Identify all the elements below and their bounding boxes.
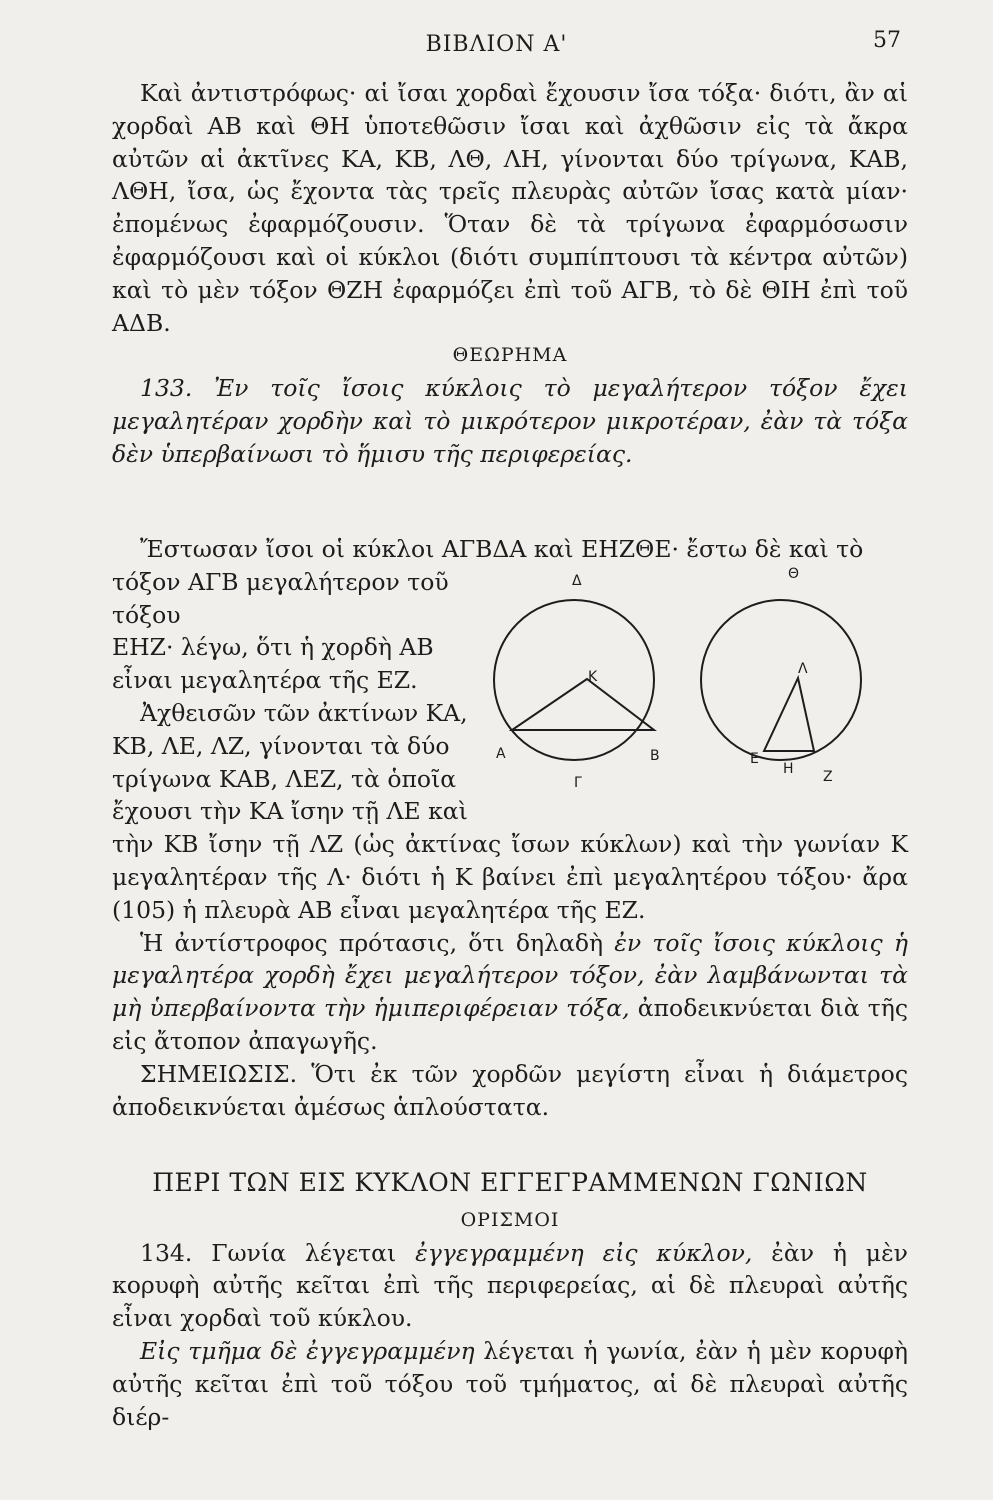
proof-line-5: ΚΒ, ΛΕ, ΛΖ, γίνονται τὰ δύο [112,731,450,760]
label-z: Ζ [823,769,833,785]
section-title: ΠΕΡΙ ΤΩΝ ΕΙΣ ΚΥΚΛΟΝ ΕΓΓΕΓΡΑΜΜΕΝΩΝ ΓΩΝΙΩΝ [152,1168,868,1197]
def134-rest: ἐὰν ἡ μὲν κορυφὴ αὐτῆς κεῖται ἐπὶ τῆς περιφερείας, αἱ δὲ πλευραὶ αὐτῆς εἶναι χορδαὶ τοῦ κύκλου. [112,1238,908,1333]
label-lambda: Λ [798,661,808,677]
label-gamma: Γ [574,775,582,791]
theorem-133: 133. Ἐν τοῖς ἴσοις κύκλοις τὸ μεγαλήτερον τόξον ἔχει μεγαλητέραν χορδὴν καὶ τὸ μικρότερον μικροτέραν, ἐὰν τὰ τόξα δὲν ὑπερβαίνωσι τὸ ἥμισυ τῆς περιφερείας. [112,374,908,468]
label-theta: Θ [788,566,800,582]
triangle-kab [512,679,654,730]
proof-line-1: τόξον ΑΓΒ μεγαλήτερον τοῦ τόξου [112,567,449,629]
def2-term: Εἰς τμῆμα δὲ ἐγγεγραμμένη [140,1336,475,1365]
text-block-section [112,1167,908,1433]
converse-end: ἀποδεικνύεται διὰ τῆς εἰς ἄτοπον ἀπαγωγῆς. [112,994,908,1055]
def134-term: ἐγγεγραμμένη εἰς κύκλον, [415,1238,753,1267]
running-title: ΒΙΒΛΙΟΝ Α' [425,32,568,57]
converse-intro: Ἡ ἀντίστροφος πρότασις, ὅτι δηλαδὴ [140,928,604,957]
running-header [0,26,993,66]
label-e: Ε [750,751,759,767]
def134-lead: 134. Γωνία λέγεται [140,1238,397,1267]
circle-right [701,600,861,760]
proof-line-3: εἶναι μεγαλητέρα τῆς ΕΖ. [112,666,418,695]
label-k: Κ [588,669,598,685]
proof-line-2: ΕΗΖ· λέγω, ὅτι ἡ χορδὴ ΑΒ [112,633,434,662]
definition-134 [112,1237,908,1335]
definition-segment [112,1335,908,1433]
proof-line-4: Ἀχθεισῶν τῶν ἀκτίνων ΚΑ, [140,698,468,727]
converse-statement [112,927,908,1058]
theorem-heading: ΘΕΩΡΗΜΑ [452,344,568,367]
paragraph-converse-chords: Καὶ ἀντιστρόφως· αἱ ἴσαι χορδαὶ ἔχουσιν ἴσα τόξα· διότι, ἂν αἱ χορδαὶ ΑΒ καὶ ΘΗ ὑποτεθῶσιν ἴσαι καὶ ἀχθῶσιν εἰς τὰ ἄκρα αὐτῶν αἱ ἀκτῖνες ΚΑ, ΚΒ, ΛΘ, ΛΗ, γίνονται δύο τρίγωνα, ΚΑΒ, ΛΘΗ, ἴσα, ὡς ἔχοντα τὰς τρεῖς πλευρὰς αὐτῶν ἴσας κατὰ μίαν· ἐπομένως ἐφαρμόζουσιν. Ὅταν δὲ τὰ τρίγωνα ἐφαρμόσωσιν ἐφαρμόζουσι καὶ οἱ κύκλοι (διότι συμπίπτουσι τὰ κέντρα αὐτῶν) καὶ τὸ μὲν τόξον ΘΖΗ ἐφαρμόζει ἐπὶ τοῦ ΑΓΒ, τὸ δὲ ΘΙΗ ἐπὶ τοῦ ΑΔΒ. [112,79,908,337]
definitions-heading: ΟΡΙΣΜΟΙ [460,1208,560,1231]
label-h: Η [783,761,794,777]
converse-italic: ἐν τοῖς ἴσοις κύκλοις ἡ μεγαλητέρα χορδὴ ἔχει μεγαλήτερον τόξον, ἐὰν λαμβάνωνται τὰ μὴ ὑπερβαίνοντα τὴν ἡμιπεριφέρειαν τόξα, [112,928,908,1023]
label-b: Β [650,748,660,764]
text-block-top [112,77,908,471]
label-delta: Δ [572,573,582,589]
triangle-lez [764,678,814,751]
def2-rest: λέγεται ἡ γωνία, ἐὰν ἡ μὲν κορυφὴ αὐτῆς κεῖται ἐπὶ τοῦ τόξου τοῦ τμήματος, αἱ δὲ πλευραὶ αὐτῆς διέρ- [112,1336,908,1431]
circle-left [494,600,654,760]
proof-line-7: ἔχουσι τὴν ΚΑ ἴσην τῇ ΛΕ καὶ [112,797,468,826]
figure-equal-circles [478,565,898,795]
note-paragraph: ΣΗΜΕΙΩΣΙΣ. Ὅτι ἐκ τῶν χορδῶν μεγίστη εἶναι ἡ διάμετρος ἀποδεικνύεται ἀμέσως ἁπλούστατα. [112,1059,908,1121]
proof-line-6: τρίγωνα ΚΑΒ, ΛΕΖ, τὰ ὁποῖα [112,764,457,793]
page-number: 57 [873,28,901,53]
proof-conclusion: τὴν ΚΒ ἴσην τῇ ΛΖ (ὡς ἀκτίνας ἴσων κύκλων) καὶ τὴν γωνίαν Κ μεγαλητέραν τῆς Λ· διότι ἡ Κ βαίνει ἐπὶ μεγαλητέρου τόξου· ἄρα (105) ἡ πλευρὰ ΑΒ εἶναι μεγαλητέρα τῆς ΕΖ. [112,830,908,924]
label-a: Α [496,746,506,762]
proof-setup: Ἔστωσαν ἴσοι οἱ κύκλοι ΑΓΒΔΑ καὶ ΕΗΖΘΕ· ἔστω δὲ καὶ τὸ [140,535,864,563]
